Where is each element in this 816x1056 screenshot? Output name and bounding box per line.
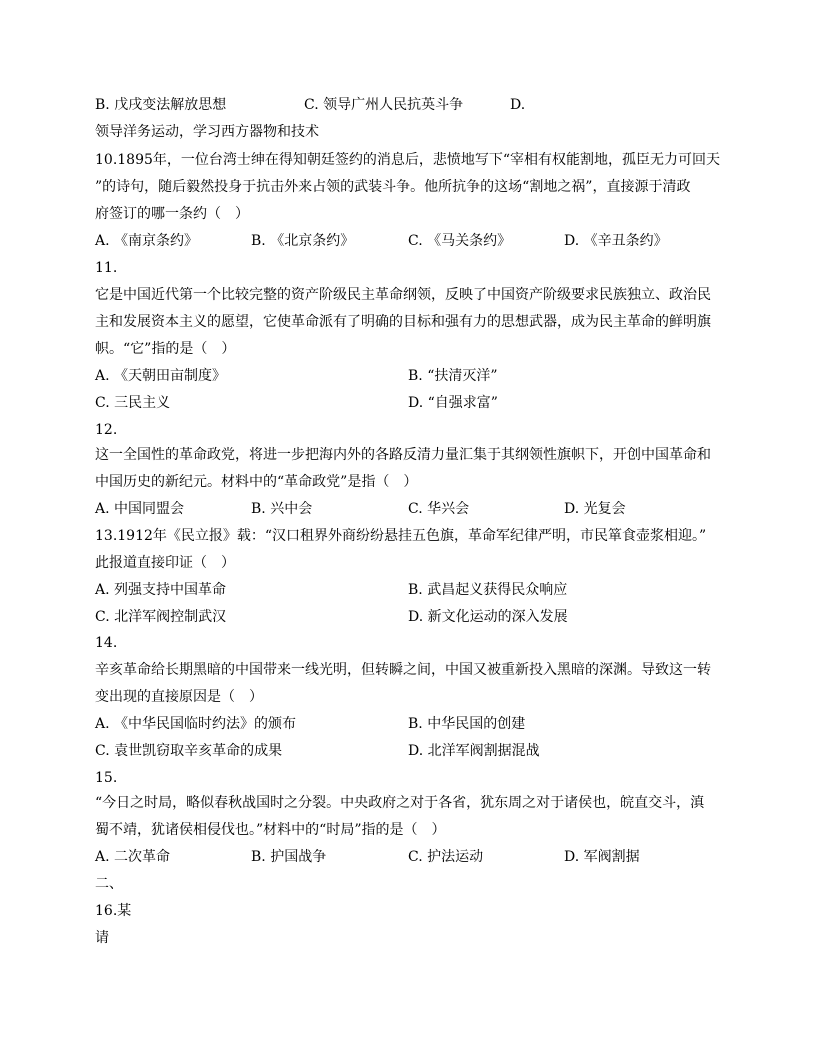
q10-text-line1: 10.1895年，一位台湾士绅在得知朝廷签约的消息后，悲愤地写下“宰相有权能割地，孤臣无力可回天 <box>95 152 721 168</box>
q12-option-a: A. 中国同盟会 <box>95 501 185 517</box>
q10-option-d: D. 《辛丑条约》 <box>564 233 668 249</box>
q11-option-c: C. 三民主义 <box>95 395 171 411</box>
q10-option-b: B. 《北京条约》 <box>251 233 355 249</box>
q12-text-line2: 中国历史的新纪元。材料中的“革命政党”是指（ ） <box>95 474 418 490</box>
q14-text-line1: 辛亥革命给长期黑暗的中国带来一线光明，但转瞬之间，中国又被重新投入黑暗的深渊。导致这一转 <box>95 662 711 678</box>
q9-option-c: C. 领导广州人民抗英斗争 <box>304 97 464 113</box>
q15-option-a: A. 二次革命 <box>95 849 171 865</box>
q15-option-d: D. 军阀割据 <box>564 849 640 865</box>
q11-option-a: A. 《天朝田亩制度》 <box>95 368 227 384</box>
q9-option-d-label: D. <box>510 97 526 113</box>
q14-option-d: D. 北洋军阀割据混战 <box>408 743 540 759</box>
q13-text-line1: 13.1912年《民立报》载：“汉口租界外商纷纷悬挂五色旗，革命军纪律严明，市民箪食壶浆相迎。” <box>95 528 707 544</box>
q15-text-line2: 蜀不靖，犹诸侯相侵伐也。”材料中的“时局”指的是（ ） <box>95 822 446 838</box>
q11-option-d: D. “自强求富” <box>408 395 498 411</box>
q11-text-line2: 主和发展资本主义的愿望，它使革命派有了明确的目标和强有力的思想武器，成为民主革命的鲜明旗 <box>95 314 711 330</box>
q15-option-b: B. 护国战争 <box>251 849 327 865</box>
q13-option-c: C. 北洋军阀控制武汉 <box>95 609 227 625</box>
q13-option-b: B. 武昌起义获得民众响应 <box>408 582 568 598</box>
q12-option-c: C. 华兴会 <box>408 501 470 517</box>
q11-text-line3: 帜。“它”指的是（ ） <box>95 341 236 357</box>
q16-prompt: 请 <box>95 930 109 946</box>
q10-text-line3: 府签订的哪一条约（ ） <box>95 206 249 222</box>
q12-option-b: B. 兴中会 <box>251 501 313 517</box>
q14-text-line2: 变出现的直接原因是（ ） <box>95 689 263 705</box>
q9-option-d-text: 领导洋务运动，学习西方器物和技术 <box>95 124 319 140</box>
q14-number: 14. <box>95 635 118 651</box>
q12-text-line1: 这一全国性的革命政党，将进一步把海内外的各路反清力量汇集于其纲领性旗帜下，开创中国革命和 <box>95 447 711 463</box>
q15-option-c: C. 护法运动 <box>408 849 484 865</box>
q9-option-b: B. 戊戌变法解放思想 <box>95 97 227 113</box>
q15-number: 15. <box>95 770 118 786</box>
q13-option-a: A. 列强支持中国革命 <box>95 582 227 598</box>
q11-text-line1: 它是中国近代第一个比较完整的资产阶级民主革命纲领，反映了中国资产阶级要求民族独立、政治民 <box>95 287 711 303</box>
section-two-heading: 二、 <box>95 876 123 892</box>
q15-text-line1: “今日之时局，略似春秋战国时之分裂。中央政府之对于各省，犹东周之对于诸侯也，皖直交斗，滇 <box>95 795 705 811</box>
q13-text-line2: 此报道直接印证（ ） <box>95 555 235 571</box>
q12-number: 12. <box>95 422 118 438</box>
q10-text-line2: ”的诗句，随后毅然投身于抗击外来占领的武装斗争。他所抗争的这场“割地之祸”，直接源于清政 <box>95 179 691 195</box>
q11-number: 11. <box>95 260 118 276</box>
q14-option-c: C. 袁世凯窃取辛亥革命的成果 <box>95 743 283 759</box>
q11-option-b: B. “扶清灭洋” <box>408 368 498 384</box>
q12-option-d: D. 光复会 <box>564 501 626 517</box>
q16-text: 16.某 <box>95 903 132 919</box>
q10-option-c: C. 《马关条约》 <box>408 233 512 249</box>
q14-option-b: B. 中华民国的创建 <box>408 716 526 732</box>
q14-option-a: A. 《中华民国临时约法》的颁布 <box>95 716 297 732</box>
q10-option-a: A. 《南京条约》 <box>95 233 199 249</box>
q13-option-d: D. 新文化运动的深入发展 <box>408 609 568 625</box>
